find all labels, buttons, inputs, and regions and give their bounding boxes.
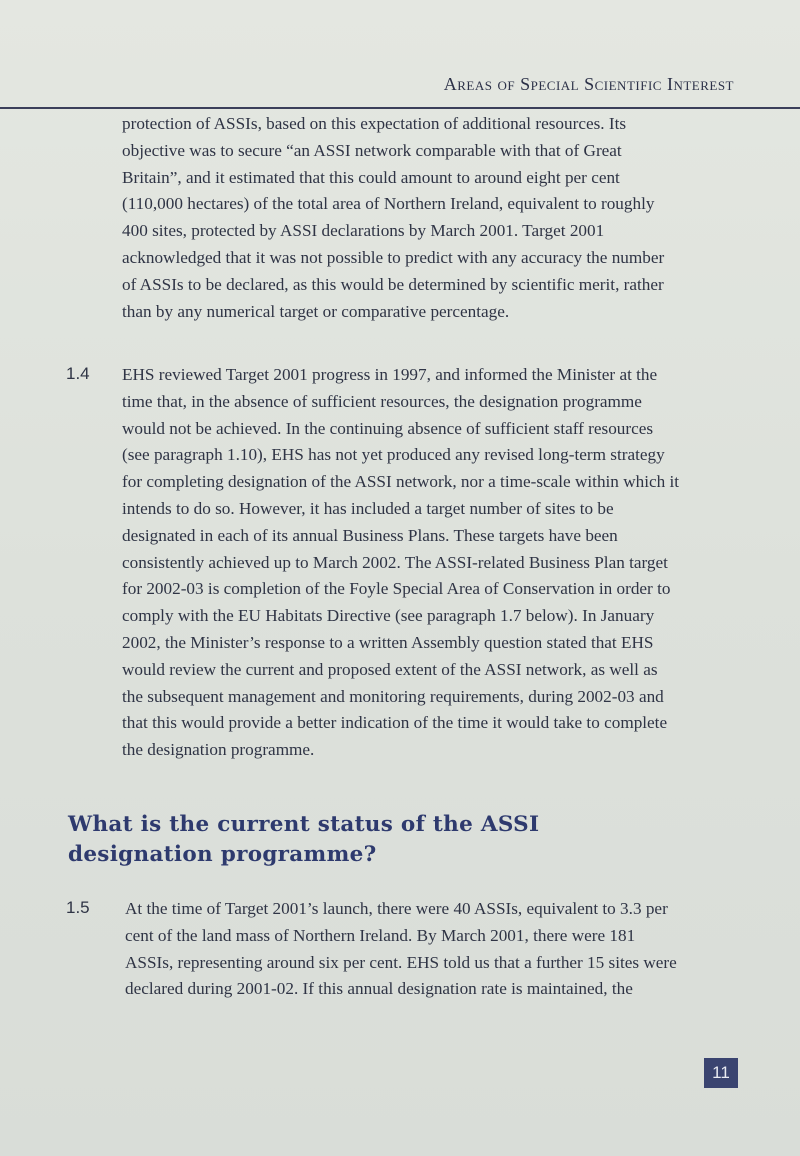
page-number-badge: 11	[704, 1058, 738, 1088]
running-title: Areas of Special Scientific Interest	[443, 74, 734, 94]
paragraph-number-1-5: 1.5	[66, 898, 90, 917]
paragraph-continuation: protection of ASSIs, based on this expectation of additional resources. Its objective was to secure “an ASSI network comparable with that of Great Britain”, and it estimated that this could amount to around eight per cent (110,000 hectares) of the total area of Northern Ireland, equivalent to roughly 400 sites, protected by ASSI declarations by March 2001. Target 2001 acknowledged that it was not possible to predict with any accuracy the number of ASSIs to be declared, as this would be determined by scientific merit, rather than by any numerical target or comparative percentage.	[122, 114, 665, 321]
paragraph-1-4: EHS reviewed Target 2001 progress in 1997, and informed the Minister at the time that, in the absence of sufficient resources, the designation programme would not be achieved. In the continuing absence of sufficient staff resources (see paragraph 1.10), EHS has not yet produced any revised long-term strategy for completing designation of the ASSI network, nor a time-scale within which it intends to do so. However, it has included a target number of sites to be designated in each of its annual Business Plans. These targets have been consistently achieved up to March 2002. The ASSI-related Business Plan target for 2002-03 is completion of the Foyle Special Area of Conservation in order to comply with the EU Habitats Directive (see paragraph 1.7 below). In January 2002, the Minister’s response to a written Assembly question stated that EHS would review the current and proposed extent of the ASSI network, as well as the subsequent management and monitoring requirements, during 2002-03 and that this would provide a better indication of the time it would take to complete the designation programme.	[122, 365, 680, 760]
paragraph-number-1-4: 1.4	[66, 364, 90, 383]
paragraph-1-5: At the time of Target 2001’s launch, there were 40 ASSIs, equivalent to 3.3 per cent of the land mass of Northern Ireland. By March 2001, there were 181 ASSIs, representing around six per cent. EHS told us that a further 15 sites were declared during 2001-02. If this annual designation rate is maintained, the	[125, 899, 677, 999]
header-rule	[0, 107, 800, 109]
page-header	[0, 0, 800, 110]
section-heading: What is the current status of the ASSI designation programme?	[68, 812, 540, 867]
